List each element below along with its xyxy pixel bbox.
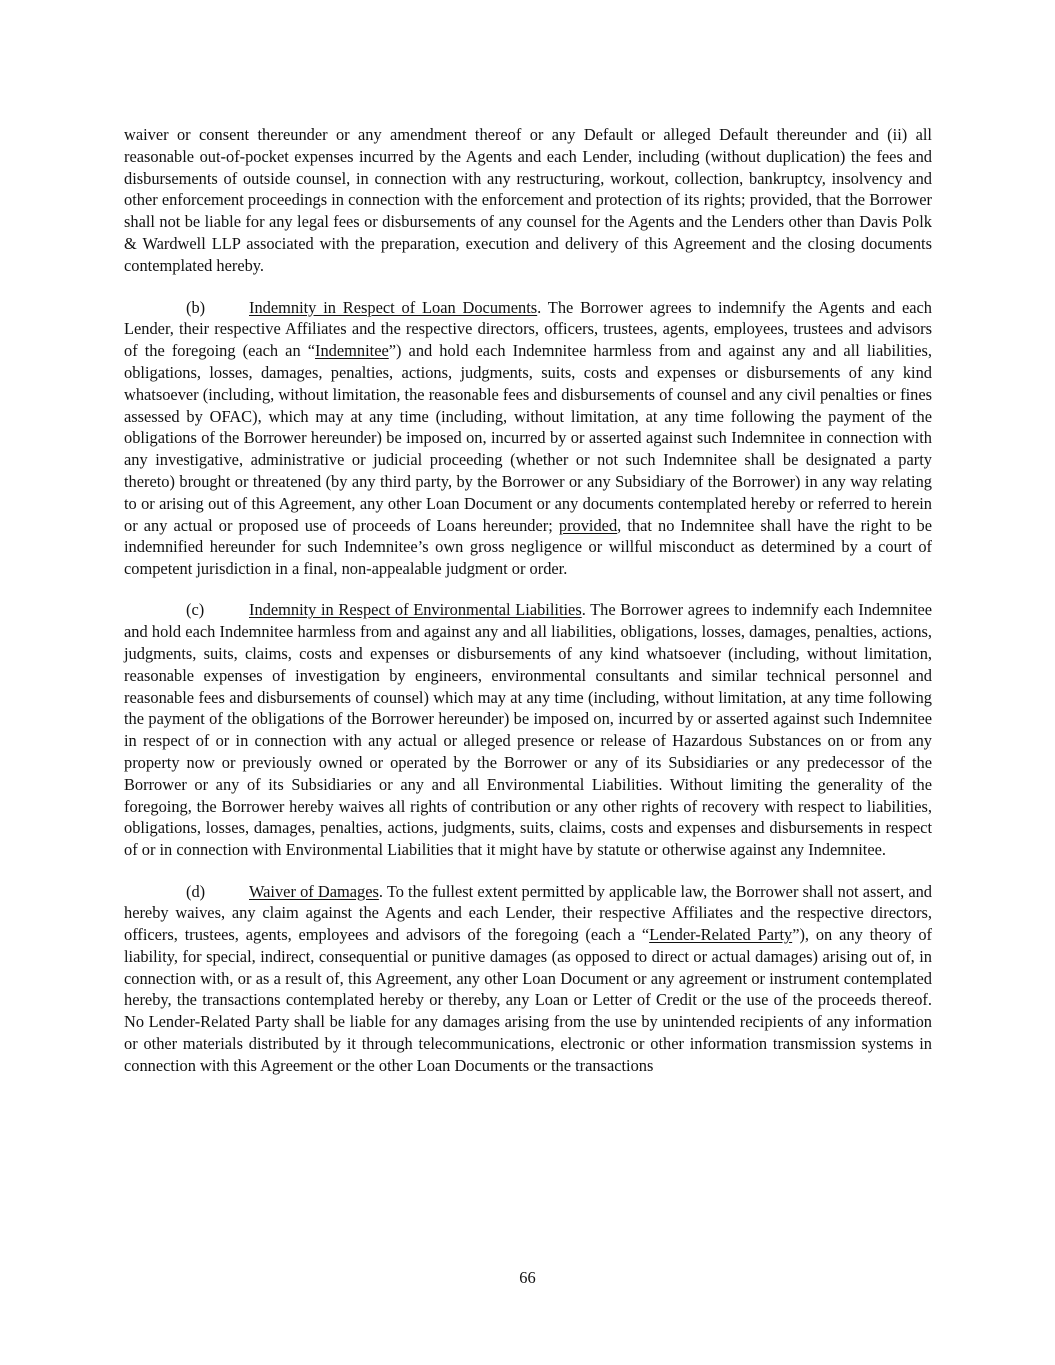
section-d-text-1: . To the fullest extent permitted by applicable law, the Borrower shall not assert, and hereby waives, any claim against the Agents and each Lender, their respective Affiliates and the respective directors, officers, trustees, agents, employees and advisors of the foregoing (each a “ — [124, 881, 933, 945]
section-b-text-2: ”) and hold each Indemnitee harmless from and against any and all liabilities, obligations, losses, damages, penalties, actions, judgments, suits, costs and expenses or disbursements of any kind whatsoever (including, without limitation, the reasonable fees and disbursements of counsel and any civil penalties or fines assessed by OFAC), which may at any time (including, without limitation, at any time following the payment of the obligations of the Borrower hereunder) be imposed on, incurred by or asserted against such Indemnitee in connection with any investigative, administrative or judicial proceeding (whether or not such Indemnitee shall be designated a party thereto) brought or threatened (by any third party, by the Borrower or any Subsidiary of the Borrower) in any way relating to or arising out of this Agreement, any other Loan Document or any documents contemplated hereby or referred to herein or any actual or proposed use of proceeds of Loans hereunder; — [124, 341, 932, 535]
section-b-text-3: , that no Indemnitee shall have the right to be indemnified hereunder for such Indemnitee’s own gross negligence or willful misconduct as determined by a court of competent jurisdiction in a final, non-appealable judgment or order. — [124, 515, 932, 579]
page-number: 66 — [519, 1268, 536, 1287]
section-d-text-2: ”), on any theory of liability, for special, indirect, consequential or punitive damages (as opposed to direct or actual damages) arising out of, in connection with, or as a result of, this Agreement, any other Loan Document or any agreement or instrument contemplated hereby, the transactions contemplated hereby or thereby, any Loan or Letter of Credit or the use of the proceeds thereof. No Lender-Related Party shall be liable for any damages arising from the use by unintended recipients of any information or other materials distributed by it through telecommunications, electronic or other information transmission systems in connection with this Agreement or the other Loan Documents or the transactions — [124, 925, 932, 1075]
section-b-text-1: . The Borrower agrees to indemnify the Agents and each Lender, their respective Affiliates and the respective directors, officers, trustees, agents, employees, trustees and advisors of the foregoing (each an “ — [124, 297, 932, 361]
section-d-heading: Waiver of Damages — [249, 881, 379, 901]
section-c-number: (c) — [186, 600, 205, 620]
section-c-text: . The Borrower agrees to indemnify each Indemnitee and hold each Indemnitee harmless from and against any and all liabilities, obligations, losses, damages, penalties, actions, judgments, suits, claims, costs and expenses or disbursements of any kind whatsoever (including, without limitation, reasonable expenses of investigation by engineers, environmental consultants and similar technical personnel and reasonable fees and disbursements of counsel) which may at any time (including, without limitation, at any time following the payment of the obligations of the Borrower hereunder) be imposed on, incurred by or asserted against such Indemnitee in respect of or in connection with any actual or alleged presence or release of Hazardous Substances on or from any property now or previously owned or operated by the Borrower or any of its Subsidiaries or any predecessor of the Borrower or any of its Subsidiaries or any and all Environmental Liabilities. Without limiting the generality of the foregoing, the Borrower hereby waives all rights of contribution or any other rights of recovery with respect to liabilities, obligations, losses, damages, penalties, actions, judgments, suits, claims, costs and expenses and disbursements in respect of or in connection with Environmental Liabilities that it might have by statute or otherwise against any Indemnitee. — [124, 600, 932, 860]
section-b-proviso: provided — [558, 515, 618, 535]
section-d-paragraph — [124, 881, 932, 1077]
section-b-paragraph — [124, 297, 932, 580]
section-c-paragraph — [124, 599, 932, 861]
section-d-number: (d) — [186, 881, 206, 901]
document-page — [124, 124, 932, 1096]
continuation-paragraph — [124, 124, 932, 277]
section-d-defined-term: Lender-Related Party — [649, 925, 793, 945]
continuation-text: waiver or consent thereunder or any amendment thereof or any Default or alleged Default thereunder and (ii) all reasonable out-of-pocket expenses incurred by the Agents and each Lender, including (without duplication) the fees and disbursements of outside counsel, in connection with any restructuring, workout, collection, bankruptcy, insolvency and other enforcement proceedings in connection with the enforcement and protection of its rights; provided, that the Borrower shall not be liable for any legal fees or disbursements of any counsel for the Agents and the Lenders other than Davis Polk & Wardwell LLP associated with the preparation, execution and delivery of this Agreement and the closing documents contemplated hereby. — [124, 125, 932, 275]
section-b-heading: Indemnity in Respect of Loan Documents — [249, 297, 538, 317]
section-b-defined-term: Indemnitee — [315, 341, 389, 361]
section-b-number: (b) — [186, 297, 206, 317]
section-c-heading: Indemnity in Respect of Environmental Liabilities — [249, 600, 582, 620]
